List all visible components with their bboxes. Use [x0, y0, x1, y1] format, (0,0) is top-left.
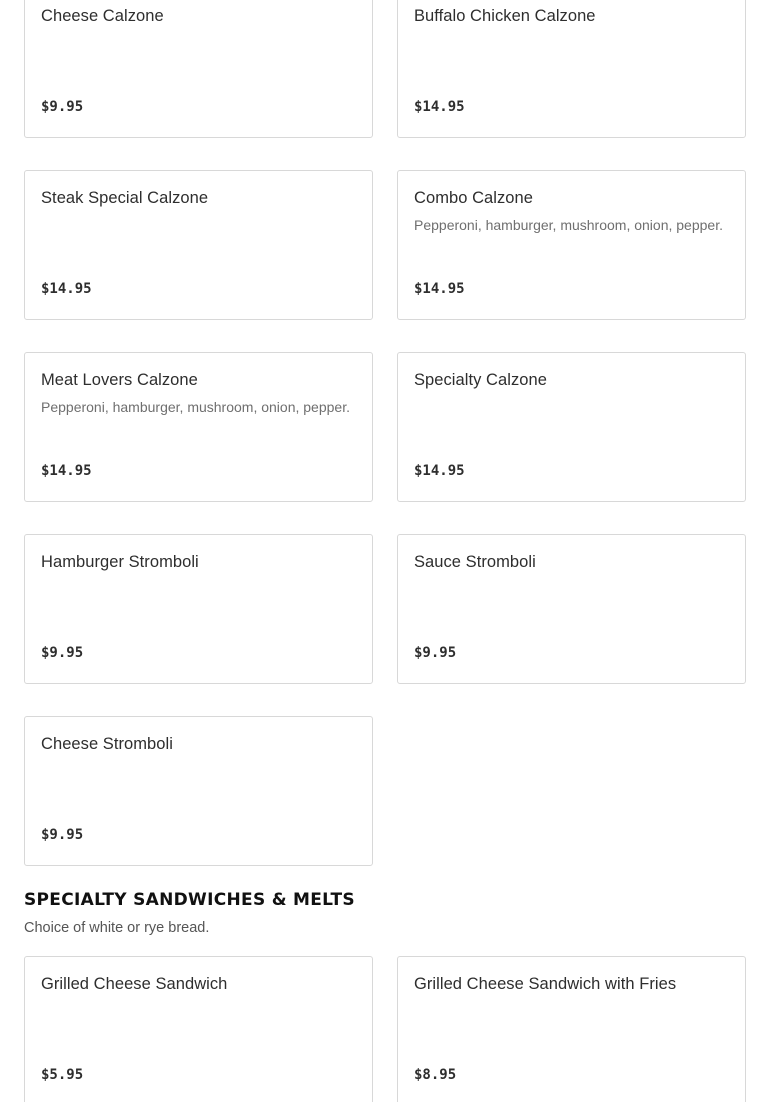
item-price: $14.95	[41, 463, 92, 479]
menu-item-card[interactable]	[397, 170, 746, 320]
item-name: Specialty Calzone	[414, 371, 547, 389]
menu-item-card[interactable]	[24, 0, 373, 138]
menu-item-card[interactable]	[397, 352, 746, 502]
item-price: $14.95	[414, 281, 465, 297]
menu-item-card[interactable]	[397, 0, 746, 138]
menu-item-card[interactable]	[24, 352, 373, 502]
menu-item-card[interactable]	[397, 534, 746, 684]
item-name: Sauce Stromboli	[414, 553, 536, 571]
item-price: $14.95	[414, 463, 465, 479]
item-description: Pepperoni, hamburger, mushroom, onion, pepper.	[414, 217, 723, 233]
menu-item-card[interactable]	[397, 956, 746, 1102]
item-name: Grilled Cheese Sandwich	[41, 975, 228, 993]
section-header-sandwiches	[24, 890, 746, 936]
section-description: Choice of white or rye bread.	[24, 920, 210, 936]
item-price: $14.95	[414, 99, 465, 115]
item-name: Grilled Cheese Sandwich with Fries	[414, 975, 677, 993]
item-name: Hamburger Stromboli	[41, 553, 199, 571]
item-name: Combo Calzone	[414, 189, 533, 207]
item-name: Steak Special Calzone	[41, 189, 209, 207]
item-price: $9.95	[41, 827, 84, 843]
section-title: SPECIALTY SANDWICHES & MELTS	[24, 890, 355, 910]
sandwich-grid	[24, 956, 746, 1102]
menu-item-card[interactable]	[24, 956, 373, 1102]
menu-item-card[interactable]	[24, 170, 373, 320]
item-description: Pepperoni, hamburger, mushroom, onion, pepper.	[41, 399, 350, 415]
item-name: Buffalo Chicken Calzone	[414, 7, 596, 25]
menu-item-card[interactable]	[24, 534, 373, 684]
calzone-stromboli-grid	[24, 0, 746, 866]
item-price: $9.95	[414, 645, 457, 661]
item-price: $5.95	[41, 1067, 84, 1083]
menu-item-card[interactable]	[24, 716, 373, 866]
item-price: $9.95	[41, 99, 84, 115]
item-price: $14.95	[41, 281, 92, 297]
item-price: $8.95	[414, 1067, 457, 1083]
item-name: Cheese Stromboli	[41, 735, 173, 753]
item-price: $9.95	[41, 645, 84, 661]
item-name: Cheese Calzone	[41, 7, 164, 25]
item-name: Meat Lovers Calzone	[41, 371, 198, 389]
